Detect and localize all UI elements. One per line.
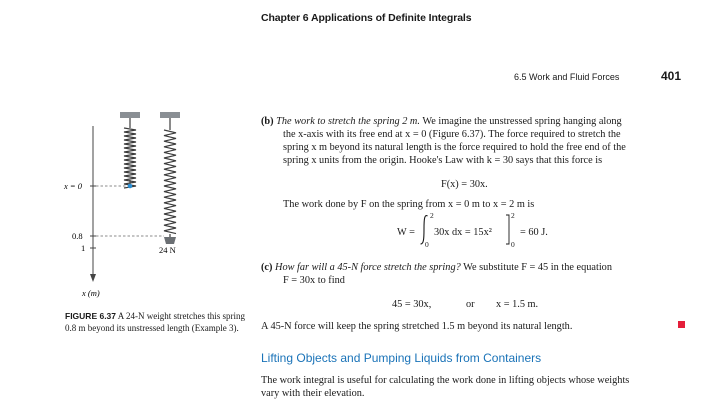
spring-figure bbox=[60, 100, 210, 300]
work-intro: The work done by F on the spring from x = 0 m to x = 2 m is bbox=[283, 199, 535, 210]
label-axis: x (m) bbox=[82, 288, 100, 298]
weight-block bbox=[164, 237, 176, 244]
label-weight: 24 N bbox=[159, 245, 176, 255]
label-x-equals-0: x = 0 bbox=[64, 181, 83, 191]
c-equation-left: 45 = 30x, bbox=[392, 299, 432, 310]
part-b-label: (b) bbox=[261, 116, 274, 127]
ceiling-bar-right bbox=[160, 112, 180, 118]
part-c-lead: How far will a 45-N force stretch the spring? bbox=[275, 262, 461, 273]
figure-caption-label: FIGURE 6.37 bbox=[65, 311, 117, 321]
part-c-text: We substitute F = 45 in the equation bbox=[463, 262, 612, 273]
figure-caption-text: A 24-N weight stretches this spring 0.8 m beyond its unstressed length (Example 3). bbox=[65, 311, 246, 333]
ceiling-bar-left bbox=[120, 112, 140, 118]
x-axis-arrow bbox=[90, 274, 96, 282]
c-equation-right: x = 1.5 m. bbox=[496, 299, 539, 310]
lifting-line-1: The work integral is useful for calculating the work done in lifting objects whose weights bbox=[261, 375, 630, 386]
part-b-line-2: the x-axis with its free end at x = 0 (Figure 6.37). The force required to stretch the bbox=[283, 129, 621, 140]
label-08: 0.8 bbox=[72, 231, 83, 241]
stretched-spring bbox=[164, 118, 176, 237]
integrand: 30x dx = 15x² bbox=[434, 227, 492, 238]
unstressed-spring bbox=[124, 118, 136, 188]
part-b-line-3: spring x m beyond its natural length is the force required to hold the free end of the bbox=[283, 142, 626, 153]
integral-upper-limit: 2 bbox=[430, 211, 434, 220]
free-end-dot bbox=[128, 184, 133, 189]
part-b-line-1 bbox=[261, 116, 622, 129]
part-b-line-4: spring x units from the origin. Hooke's Law with k = 30 says that this force is bbox=[283, 155, 603, 166]
work-lhs: W = bbox=[397, 227, 415, 238]
force-equation: F(x) = 30x. bbox=[441, 179, 488, 190]
section-heading: Lifting Objects and Pumping Liquids from Containers bbox=[261, 351, 542, 365]
eval-lower-limit: 0 bbox=[511, 240, 515, 249]
work-result: = 60 J. bbox=[520, 227, 548, 238]
lifting-line-2: vary with their elevation. bbox=[261, 388, 365, 399]
integral-lower-limit: 0 bbox=[425, 240, 429, 249]
part-c-label: (c) bbox=[261, 262, 273, 273]
page-number: 401 bbox=[661, 69, 682, 83]
part-b-lead: The work to stretch the spring 2 m. bbox=[276, 116, 420, 127]
section-title: 6.5 Work and Fluid Forces bbox=[514, 72, 620, 82]
chapter-title: Chapter 6 Applications of Definite Integrals bbox=[261, 12, 472, 24]
part-c-line-1 bbox=[261, 262, 612, 275]
part-b-text: We imagine the unstressed spring hanging along bbox=[422, 116, 622, 127]
c-equation-or: or bbox=[466, 299, 475, 310]
part-c-conclusion: A 45-N force will keep the spring stretched 1.5 m beyond its natural length. bbox=[261, 321, 573, 332]
eval-upper-limit: 2 bbox=[511, 211, 515, 220]
part-c-line-2: F = 30x to find bbox=[283, 275, 345, 286]
label-1: 1 bbox=[81, 243, 86, 253]
end-of-example-mark bbox=[678, 321, 685, 328]
figure-caption bbox=[65, 310, 250, 334]
